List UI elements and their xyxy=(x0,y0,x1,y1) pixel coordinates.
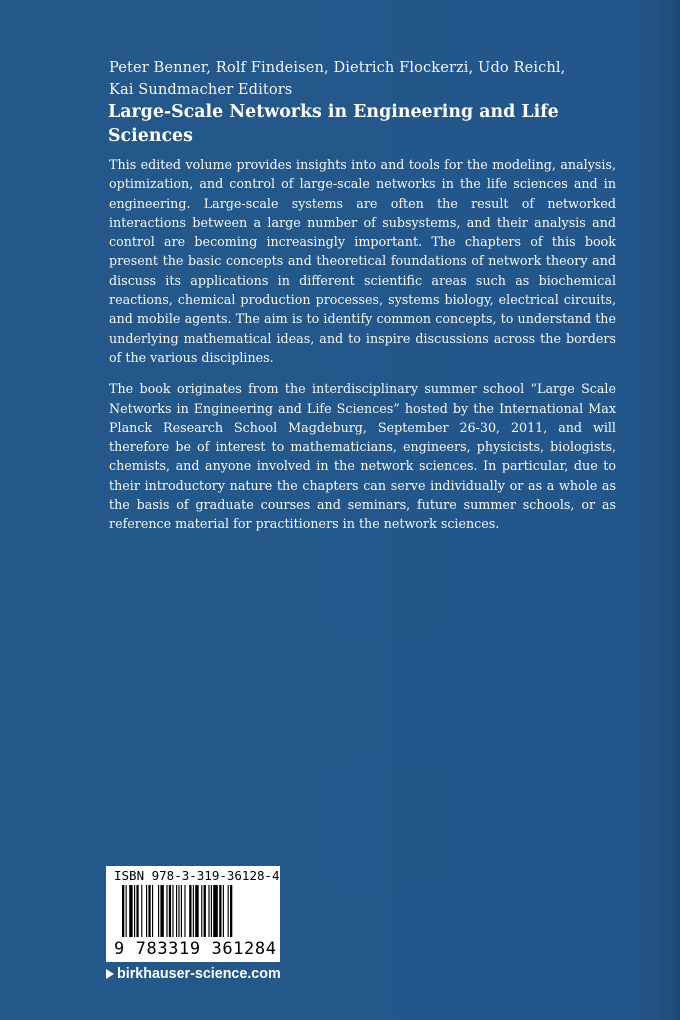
publisher-website[interactable] xyxy=(106,966,281,982)
spine-edge xyxy=(658,0,680,1020)
website-text: birkhauser-science.com xyxy=(117,966,281,982)
editors-line-1: Peter Benner, Rolf Findeisen, Dietrich Flockerzi, Udo Reichl, xyxy=(109,59,566,76)
description xyxy=(109,155,616,546)
barcode-bars xyxy=(122,885,270,945)
arrow-right-icon xyxy=(106,969,114,979)
book-title: Large-Scale Networks in Engineering and Life Sciences xyxy=(108,102,559,146)
barcode xyxy=(106,866,280,962)
barcode-number: 9 783319 361284 xyxy=(114,939,277,959)
editors-line-2: Kai Sundmacher Editors xyxy=(109,81,293,98)
description-paragraph-2: The book originates from the interdisciplinary summer school “Large Scale Networks in Engineering and Life Sciences” hosted by the International Max Planck Research School Magdeburg, September 26-30, 2011, and will therefore be of interest to mathematicians, engineers, physicists, biologists, chemists, and anyone involved in the network sciences. In particular, due to their introductory nature the chapters can serve individually or as a whole as the basis of graduate courses and seminars, future summer schools, or as reference material for practitioners in the network sciences. xyxy=(109,381,616,532)
editors-block xyxy=(109,57,579,101)
description-paragraph-1: This edited volume provides insights into and tools for the modeling, analysis, optimization, and control of large-scale networks in the life sciences and in engineering. Large-scale systems are often the result of networked interactions between a large number of subsystems, and their analysis and control are becoming increasingly important. The chapters of this book present the basic concepts and theoretical foundations of network theory and discuss its applications in different scientific areas such as biochemical reactions, chemical production processes, systems biology, electrical circuits, and mobile agents. The aim is to identify common concepts, to understand the underlying mathematical ideas, and to inspire discussions across the borders of the various disciplines. xyxy=(109,157,616,365)
isbn-label: ISBN 978-3-319-36128-4 xyxy=(114,868,280,883)
